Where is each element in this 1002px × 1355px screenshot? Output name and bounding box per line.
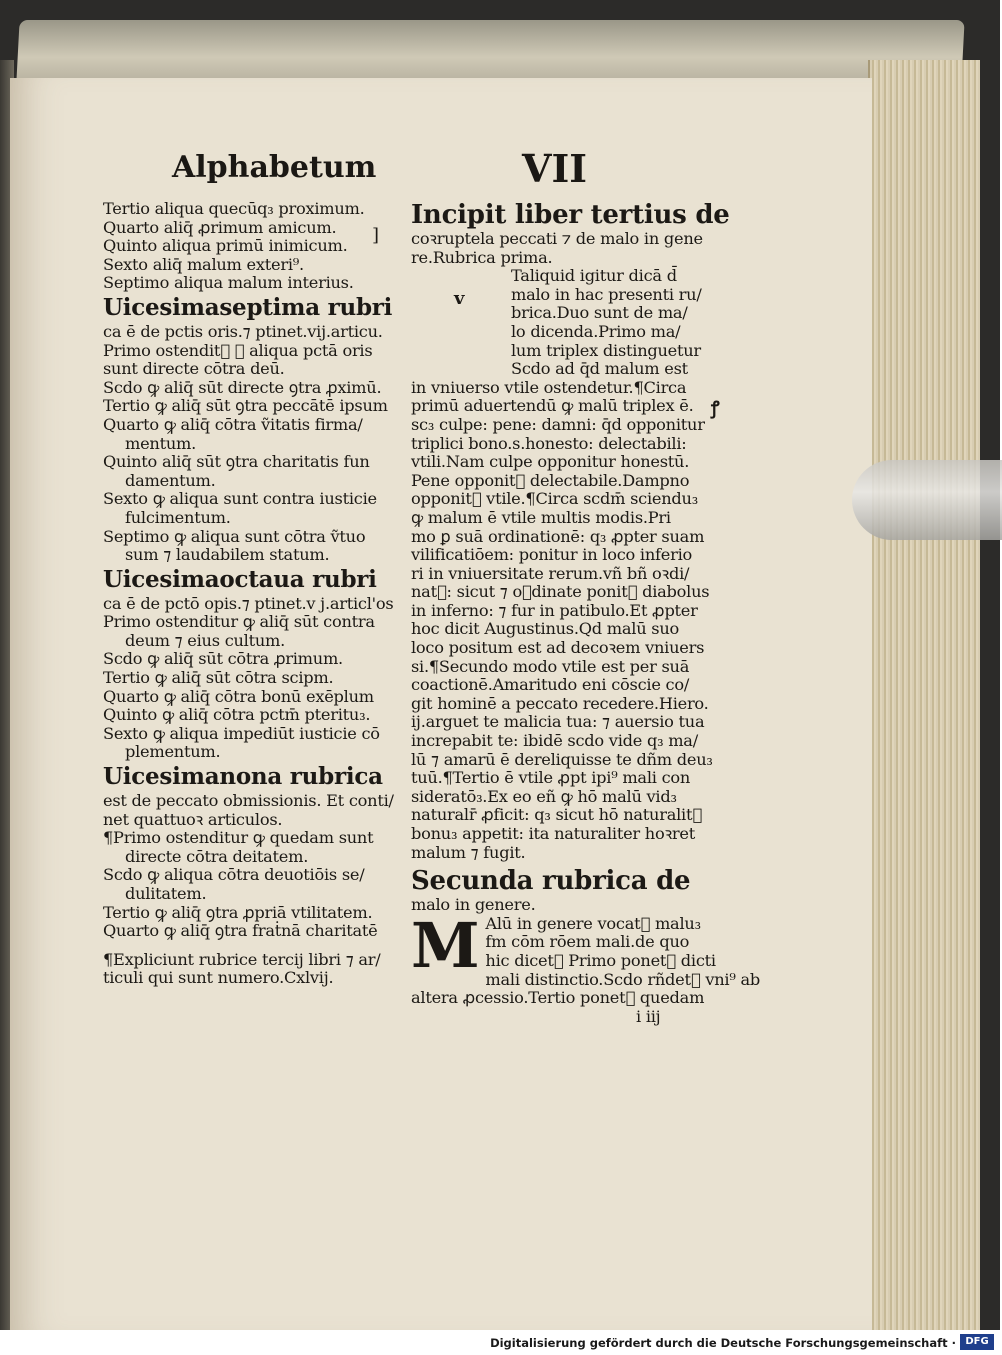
text-line: altera ꝓcessio.Tertio ponet᷑ quedam	[411, 988, 705, 1008]
text-line: malum ⁊ fugit.	[411, 842, 526, 862]
text-line: ri in vniuersitate rerum.vñ bñ oꝛdi/	[411, 563, 690, 583]
text-line: fulcimentum.	[125, 507, 231, 527]
text-line: Scdo ad q̄d malum est	[511, 359, 688, 379]
rubric-heading: Secunda rubrica de	[411, 866, 691, 897]
book-top-edge	[16, 20, 964, 82]
text-line: tuū.¶Tertio ē vtile ꝓpt ipi⁹ mali con	[411, 768, 691, 788]
text-line: Sexto ꝙ aliqua impediūt iusticie cō	[103, 723, 380, 743]
text-line: Quarto aliq̄ ꝓrimum amicum.	[103, 217, 337, 237]
text-line: bonu₃ appetit: ita naturaliter hoꝛret	[411, 824, 695, 843]
text-line: hoc dicit Augustinus.Qd malū suo	[411, 619, 680, 639]
text-line: primū aduertendū ꝙ malū triplex ē.	[411, 396, 694, 416]
text-line: re.Rubrica prima.	[411, 247, 553, 267]
text-line: Primo ostenditur ꝙ aliq̄ sūt contra	[103, 612, 375, 632]
text-line: ij.arguet te malicia tua: ⁊ auersio tua	[411, 712, 705, 732]
text-line: mali distinctio.Scdo rñdet᷑ vni⁹ ab	[485, 969, 760, 989]
rubric-heading: Uicesimanona rubrica	[103, 763, 383, 791]
text-line: Tertio ꝙ aliq̄ sūt cōtra scipm.	[103, 668, 334, 688]
right-column	[411, 200, 760, 1026]
text-line: Septimo aliqua malum interius.	[103, 273, 354, 293]
text-line: loco positum est ad decoꝛem vniuers	[411, 638, 705, 658]
text-line: hic dicet᷑ Primo ponet᷑ dicti	[485, 950, 716, 970]
text-line: Quinto aliqua primū inimicum.	[103, 236, 348, 256]
text-line: increpabit te: ibidē scdo vide q₃ ma/	[411, 731, 698, 751]
running-title: Alphabetum	[172, 150, 377, 185]
text-line: est de peccato obmissionis. Et conti/	[103, 791, 394, 811]
text-line: vtili.Nam culpe opponitur honestū.	[411, 452, 690, 472]
text-line: coactionē.Amaritudo eni cōscie co/	[411, 675, 690, 695]
text-line: Pene opponit᷑ delectabile.Dampno	[411, 470, 690, 490]
dfg-logo: DFG	[960, 1334, 994, 1350]
margin-mark-right: ꝭ	[711, 398, 720, 419]
text-line: Primo ostendit᷑ ꝙ aliqua pctā oris	[103, 340, 373, 360]
text-line: Alū in genere vocat᷑ malu₃	[485, 913, 701, 933]
text-line: opponit᷑ vtile.¶Circa scdm̄ sciendu₃	[411, 489, 698, 509]
text-line: damentum.	[125, 470, 216, 490]
text-line: Quinto aliq̄ sūt ꝯtra charitatis fun	[103, 452, 370, 472]
text-line: coꝛruptela peccati ⁊ de malo in gene	[411, 229, 703, 248]
text-line: sunt directe cōtra deū.	[103, 359, 285, 379]
text-line: directe cōtra deitatem.	[125, 846, 309, 866]
footer-credit: Digitalisierung gefördert durch die Deutsche Forschungsgemeinschaft ·	[490, 1336, 956, 1350]
text-line: malo in hac presenti ru/	[511, 284, 702, 304]
text-line: in inferno: ⁊ fur in patibulo.Et ꝓpter	[411, 600, 698, 620]
rubric-heading: Incipit liber tertius de	[411, 200, 730, 230]
text-line: Quarto ꝙ aliq̄ cōtra ṽitatis firma/	[103, 414, 363, 434]
text-line: si.¶Secundo modo vtile est per suā	[411, 656, 690, 676]
text-line: ca ē de pctis oris.⁊ ptinet.vij.articu.	[103, 321, 383, 341]
drop-cap: M	[411, 908, 480, 982]
text-line: net quattuoꝛ articulos.	[103, 809, 283, 829]
text-line: deum ⁊ eius cultum.	[125, 630, 286, 650]
text-line: fm cōm rōem mali.de quo	[485, 932, 690, 952]
text-line: ¶Expliciunt rubrice tercij libri ⁊ ar/	[103, 949, 381, 969]
text-line: plementum.	[125, 742, 221, 762]
margin-bracket: ]	[372, 225, 380, 246]
text-line: Quinto ꝙ aliq̄ cōtra pctm̄ pteritu₃.	[103, 705, 371, 725]
text-line: Scdo ꝙ aliq̄ sūt directe ꝯtra ꝓximū.	[103, 377, 382, 397]
page-clip	[852, 460, 1002, 540]
text-line: Sexto aliq̄ malum exteri⁹.	[103, 254, 304, 274]
text-line: Quarto ꝙ aliq̄ ꝯtra fraṫnā charitatē	[103, 921, 378, 941]
text-line: sum ⁊ laudabilem statum.	[125, 545, 330, 565]
text-line: Tertio aliqua quecūq₃ proximum.	[103, 199, 365, 218]
text-line: i iij	[636, 1006, 661, 1026]
text-line: Quarto ꝙ aliq̄ cōtra bonū exēplum	[103, 686, 374, 706]
text-line: dulitatem.	[125, 884, 207, 903]
rubric-heading: Uicesimaseptima rubri	[103, 293, 393, 321]
text-line: Scdo ꝙ aliq̄ sūt cōtra ꝓrimum.	[103, 649, 343, 669]
text-line: Septimo ꝙ aliqua sunt cōtra ṽtuo	[103, 526, 366, 546]
text-line: naturalr̄ ꝓficit: q₃ sicut hō naturalit᷑	[411, 805, 702, 825]
text-line: vilificatiōem: ponitur in loco inferio	[411, 545, 693, 565]
left-column	[103, 200, 399, 988]
text-line: lū ⁊ amarū ē dereliquisse te dñm deu₃	[411, 749, 713, 769]
text-line: sideratō₃.Ex eo eñ ꝙ hō malū vid₃	[411, 786, 677, 806]
text-line: Sexto ꝙ aliqua sunt contra iusticie	[103, 489, 377, 509]
text-line: malo in genere.	[411, 895, 536, 915]
text-line: mentum.	[125, 433, 197, 453]
text-line: ꝙ malum ē vtile multis modis.Pri	[411, 507, 671, 527]
text-line: triplici bono.s.honesto: delectabili:	[411, 433, 687, 453]
text-line: git hominē a peccato recedere.Hiero.	[411, 693, 709, 713]
text-line: Taliquid igitur dicā d̄	[511, 266, 677, 286]
text-line: in vniuerso vtile ostendetur.¶Circa	[411, 377, 687, 397]
rubric-heading: Uicesimaoctaua rubri	[103, 565, 377, 593]
text-line: Tertio ꝙ aliq̄ ꝯtra ꝓpriā vtilitatem.	[103, 902, 373, 922]
text-line: ¶Primo ostenditur ꝙ quedam sunt	[103, 828, 374, 848]
text-line: Tertio ꝙ aliq̄ sūt ꝯtra peccātē ipsum	[103, 396, 388, 416]
text-line: lo dicenda.Primo ma/	[511, 321, 681, 341]
text-line: lum triplex distinguetur	[511, 340, 701, 360]
text-line: nat᷑: sicut ⁊ oꝛdinate ponit᷑ diabolus	[411, 582, 710, 602]
text-line: Scdo ꝙ aliqua cōtra deuotiōis se/	[103, 865, 365, 885]
text-line: ticuli qui sunt numero.Cxlvij.	[103, 968, 334, 988]
text-line: mo ꝑ suā ordinationē: q₃ ꝓpter suam	[411, 526, 705, 546]
margin-mark-v: v	[454, 288, 465, 309]
folio-number: VII	[522, 146, 588, 191]
text-line: sc₃ culpe: pene: damni: q̄d opponitur	[411, 414, 705, 434]
text-line: brica.Duo sunt de ma/	[511, 303, 688, 323]
page-fore-edge	[868, 60, 980, 1330]
text-line: ca ē de pctō opis.⁊ ptinet.v j.articl'os	[103, 593, 394, 613]
